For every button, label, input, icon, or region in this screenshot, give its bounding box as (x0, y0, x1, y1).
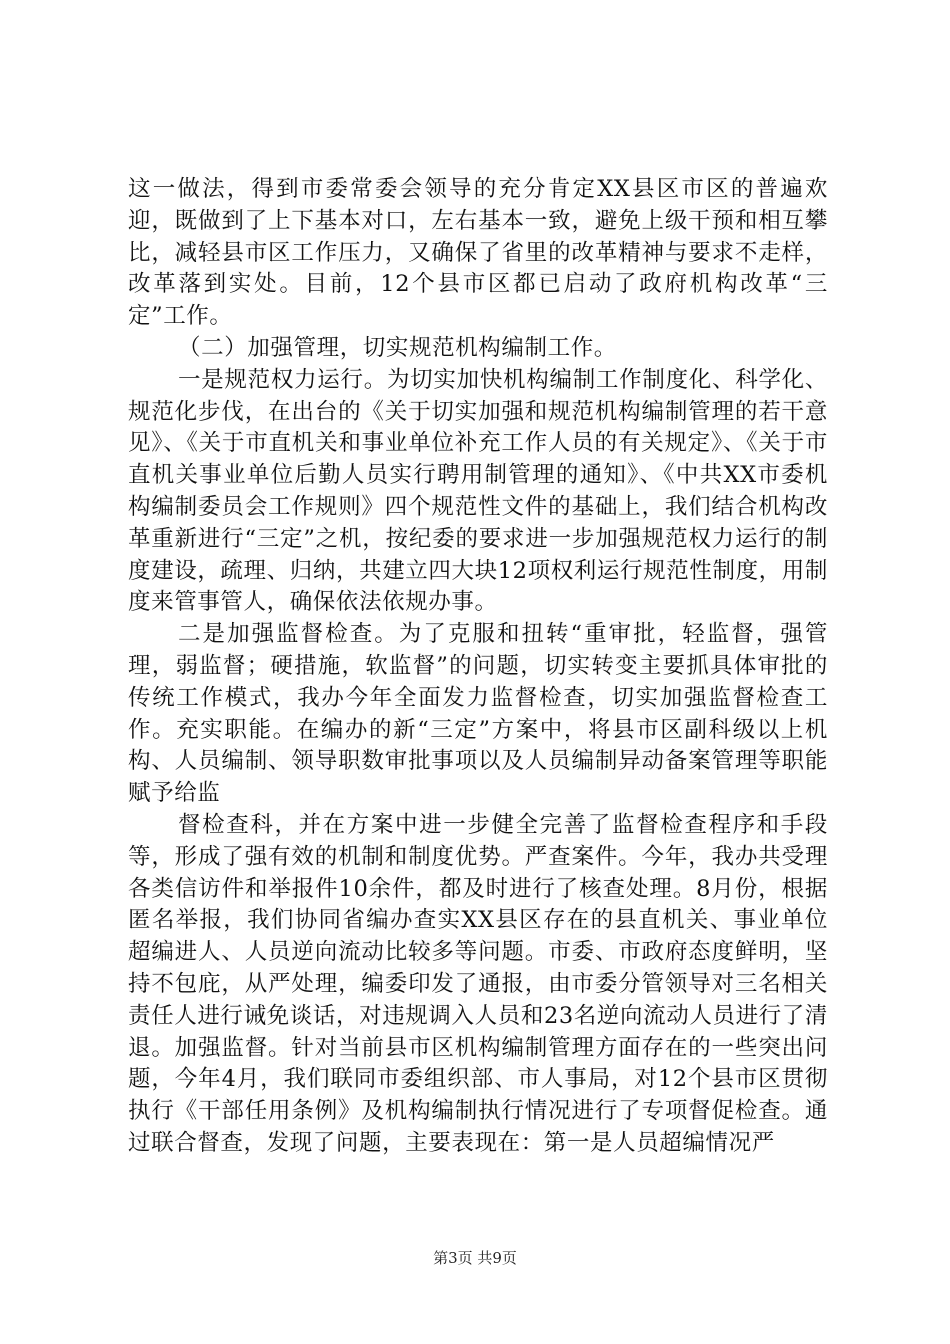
section-heading-strengthen-management: （二）加强管理，切实规范机构编制工作。 (178, 334, 617, 361)
paragraph-inspection-continued: 督检查科，并在方案中进一步健全完善了监督检查程序和手段等，形成了强有效的机制和制度优势。严查案件。今年，我办共受理各类信访件和举报件10余件，都及时进行了核查处理。8月份，根据匿名举报，我们协同省编办查实XX县区存在的县直机关、事业单位超编进人、人员逆向流动比较多等问题。市委、市政府态度鲜明，坚持不包庇，从严处理，编委印发了通报，由市委分管领导对三名相关责任人进行诫免谈话，对违规调入人员和23名逆向流动人员进行了清退。加强监督。针对当前县市区机构编制管理方面存在的一些突出问题，今年4月，我们联同市委组织部、市人事局，对12个县市区贯彻执行《干部任用条例》及机构编制执行情况进行了专项督促检查。通过联合督查，发现了问题，主要表现在：第一是人员超编情况严 (128, 811, 828, 1156)
paragraph-supervision-inspection: 二是加强监督检查。为了克服和扭转“重审批，轻监督，强管理，弱监督；硬措施，软监督”的问题，切实转变主要抓具体审批的传统工作模式，我办今年全面发力监督检查，切实加强监督检查工作。充实职能。在编办的新“三定”方案中，将县市区副科级以上机构、人员编制、领导职数审批事项以及人员编制异动备案管理等职能赋予给监 (128, 621, 828, 807)
document-body (128, 174, 828, 1160)
paragraph-intro-continuation: 这一做法，得到市委常委会领导的充分肯定XX县区市区的普遍欢迎，既做到了上下基本对口，左右基本一致，避免上级干预和相互攀比，减轻县市区工作压力，又确保了省里的改革精神与要求不走样，改革落到实处。目前，12个县市区都已启动了政府机构改革“三定”工作。 (128, 176, 828, 330)
paragraph-standardize-power: 一是规范权力运行。为切实加快机构编制工作制度化、科学化、规范化步伐，在出台的《关于切实加强和规范机构编制管理的若干意见》、《关于市直机关和事业单位补充工作人员的有关规定》、《关于市直机关事业单位后勤人员实行聘用制管理的通知》、《中共XX市委机构编制委员会工作规则》四个规范性文件的基础上，我们结合机构改革重新进行“三定”之机，按纪委的要求进一步加强规范权力运行的制度建设，疏理、归纳，共建立四大块12项权利运行规范性制度，用制度来管事管人，确保依法依规办事。 (128, 366, 828, 616)
page-number-footer: 第3页 共9页 (433, 1249, 517, 1267)
